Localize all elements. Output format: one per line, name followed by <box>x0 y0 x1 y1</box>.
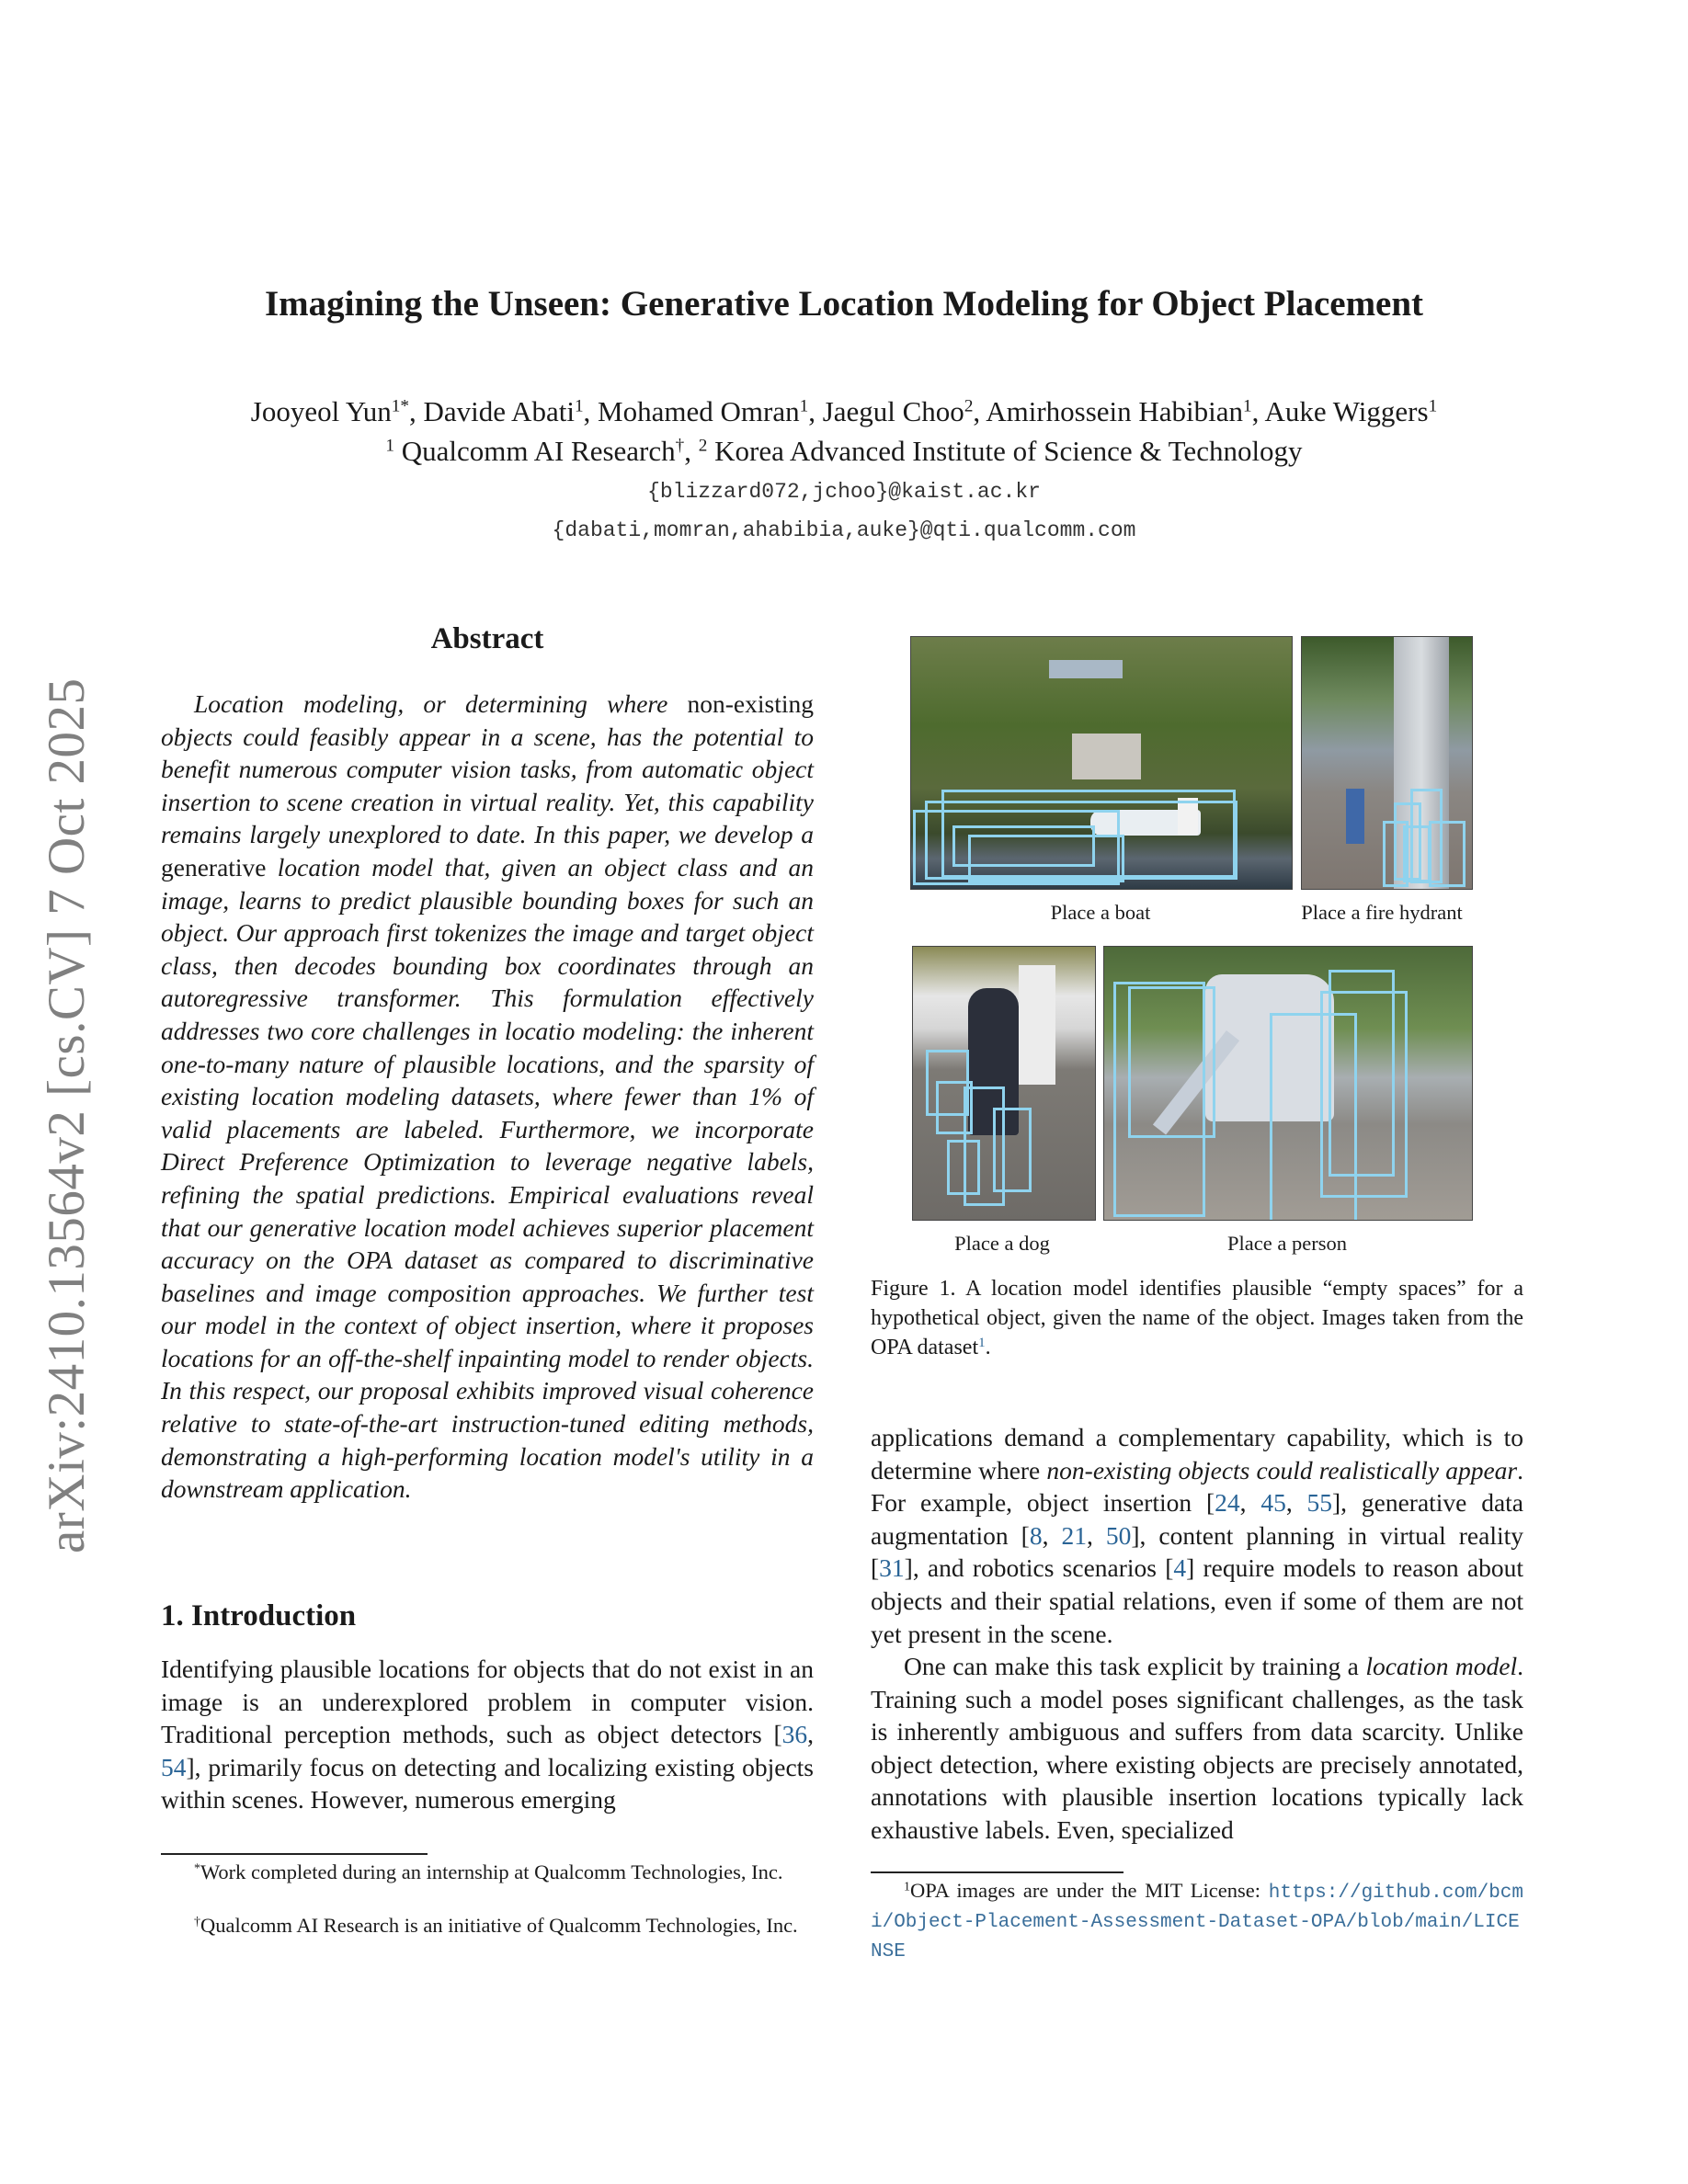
author: Jaegul Choo <box>822 395 964 427</box>
citation-link[interactable]: 45 <box>1260 1488 1286 1518</box>
footnote-link[interactable]: 1 <box>978 1335 986 1350</box>
email-kaist[interactable]: {blizzard072,jchoo}@kaist.ac.kr <box>647 480 1041 504</box>
figure-image-fire-hydrant <box>1301 636 1473 890</box>
section-heading-introduction: 1. Introduction <box>161 1599 357 1632</box>
affiliation-kaist: Korea Advanced Institute of Science & Technology <box>714 435 1303 467</box>
figure-label-person: Place a person <box>1227 1232 1347 1255</box>
paper-title: Imagining the Unseen: Generative Location Modeling for Object Placement <box>264 284 1424 324</box>
figure-1-caption: Figure 1. A location model identifies plausible “empty spaces” for a hypothetical object, given the name of the object. Images taken from the OPA dataset$^1$. <box>871 1277 1523 1359</box>
citation-link[interactable]: 55 <box>1306 1488 1333 1518</box>
intro-paragraph-3: One can make this task explicit by training a location model. Training such a model poses significant challenges, as the task is inherently ambiguous and suffers from data scarcity. Unlike object detection, where existing objects are precisely annotated, annotations with plausible insertion locations typically lack exhaustive labels. Even, specialized <box>871 1652 1523 1844</box>
footnote-opa-license: $^1$OPA images are under the MIT License: https://github.com/bcmi/Object-Placement-Assessment-Dataset-OPA/blob/main/LICENSE <box>871 1879 1523 1962</box>
figure-label-dog: Place a dog <box>954 1232 1050 1255</box>
affiliation-qualcomm: Qualcomm AI Research <box>401 435 676 467</box>
author: Jooyeol Yun <box>250 395 392 427</box>
bounding-box <box>1128 986 1215 1138</box>
figure-image-dog <box>912 946 1096 1221</box>
author: Mohamed Omran <box>598 395 800 427</box>
citation-link[interactable]: 4 <box>1173 1553 1187 1583</box>
bounding-box <box>993 1108 1032 1192</box>
citation-link[interactable]: 8 <box>1029 1520 1043 1550</box>
child-shape <box>1346 789 1364 844</box>
citation-link[interactable]: 21 <box>1061 1520 1087 1550</box>
sky-patch <box>1049 660 1123 678</box>
bounding-box <box>1429 821 1466 887</box>
author: Davide Abati <box>423 395 575 427</box>
citation-link[interactable]: 50 <box>1105 1520 1132 1550</box>
citation-link[interactable]: 31 <box>879 1553 905 1583</box>
bounding-box <box>947 1140 980 1195</box>
figure-image-person <box>1103 946 1473 1221</box>
license-url-link[interactable]: https://github.com/bcmi/Object-Placement-Assessment-Dataset-OPA/blob/main/LICENSE <box>871 1883 1523 1962</box>
figure-label-boat: Place a boat <box>1050 901 1151 924</box>
abstract-heading: Abstract <box>430 622 544 655</box>
citation-link[interactable]: 36 <box>781 1720 808 1749</box>
author-list: Jooyeol Yun$^{1*}$, Davide Abati$^1$, Mohamed Omran$^1$, Jaegul Choo$^2$, Amirhossein Habibian$^1$, Auke Wiggers$^1$ <box>250 395 1438 427</box>
author: Amirhossein Habibian <box>986 395 1244 427</box>
house-shape <box>1072 734 1141 779</box>
arxiv-stamp: arXiv:2410.13564v2 [cs.CV] 7 Oct 2025 <box>38 677 96 1553</box>
affiliations: $^1$ Qualcomm AI Research†, $^2$ Korea Advanced Institute of Science & Technology <box>385 435 1303 467</box>
email-qualcomm[interactable]: {dabati,momran,ahabibia,auke}@qti.qualcomm.com <box>552 518 1136 542</box>
bounding-box <box>968 835 1124 882</box>
bounding-box <box>1403 825 1431 882</box>
footnote-rule <box>161 1853 428 1855</box>
intro-paragraph-2: applications demand a complementary capability, which is to determine where non-existing objects could realistically appear. For example, object insertion [24, 45, 55], generative data augmentation [8, 21, 50], content planning in virtual reality [31], and robotics scenarios [4] require models to reason about objects and their spatial relations, even if some of them are not yet present in the scene. <box>871 1423 1524 1648</box>
figure-image-boat <box>910 636 1293 890</box>
figure-1 <box>910 636 1480 1255</box>
footnote-rule <box>871 1871 1123 1873</box>
bounding-box <box>1320 991 1408 1198</box>
footnote-internship: *Work completed during an internship at Qualcomm Technologies, Inc. <box>194 1860 783 1883</box>
citation-link[interactable]: 54 <box>161 1752 187 1781</box>
figure-label-fire-hydrant: Place a fire hydrant <box>1301 901 1463 924</box>
child-shape <box>1019 965 1055 1085</box>
footnote-qualcomm: †Qualcomm AI Research is an initiative of Qualcomm Technologies, Inc. <box>194 1914 798 1937</box>
author: Auke Wiggers <box>1264 395 1429 427</box>
citation-link[interactable]: 24 <box>1215 1488 1240 1518</box>
abstract-body: Location modeling, or determining where non-existing objects could feasibly appear in a scene, has the potential to benefit numerous computer vision tasks, from automatic object insertion to scene creation in virtual reality. Yet, this capability remains largely unexplored to date. In this paper, we develop a generative location model that, given an object class and an image, learns to predict plausible bounding boxes for such an object. Our approach first tokenizes the image and target object class, then decodes bounding box coordinates through an autoregressive transformer. This formulation effectively addresses two core challenges in locatio modeling: the inherent one-to-many nature of plausible locations, and the sparsity of existing location modeling datasets, where fewer than 1% of valid placements are labeled. Furthermore, we incorporate Direct Preference Optimization to leverage negative labels, refining the spatial predictions. Empirical evaluations reveal that our generative location model achieves superior placement accuracy on the OPA dataset as compared to discriminative baselines and image composition approaches. We further test our model in the context of object insertion, where it proposes locations for an off-the-shelf inpainting model to render objects. In this respect, our proposal exhibits improved visual coherence relative to state-of-the-art instruction-tuned editing methods, demonstrating a high-performing location model's utility in a downstream application. <box>161 689 815 1504</box>
intro-paragraph-1: Identifying plausible locations for objects that do not exist in an image is an underexplored problem in computer vision. Traditional perception methods, such as object detectors [36, 54], primarily focus on detecting and localizing existing objects within scenes. However, numerous emerging <box>161 1655 814 1814</box>
